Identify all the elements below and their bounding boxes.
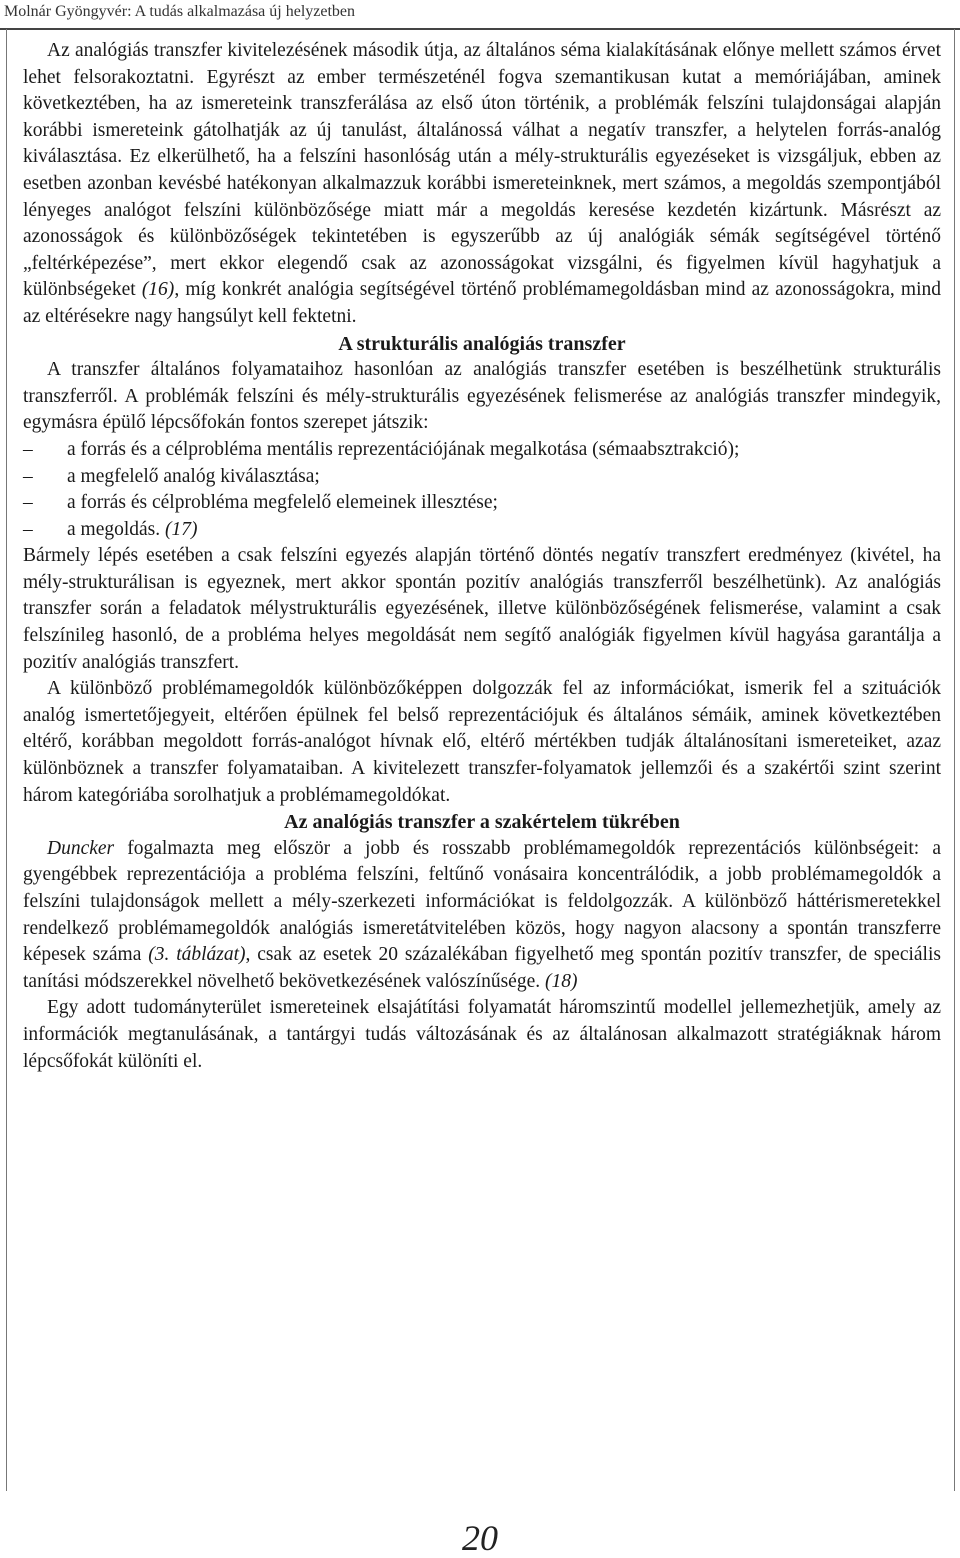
dash-marker: –: [23, 492, 33, 514]
list-item: – a forrás és célprobléma megfelelő elemeinek illesztése;: [23, 490, 941, 517]
right-margin-rule: [954, 29, 955, 1491]
author-name-duncker: Duncker: [47, 837, 115, 859]
left-margin-rule: [6, 29, 7, 1491]
paragraph-1: [23, 38, 941, 331]
citation-18: (18): [544, 970, 578, 992]
table-reference: (3. táblázat): [148, 944, 246, 966]
paragraph-3: Bármely lépés esetében a csak felszíni egyezés alapján történő döntés negatív transzfert eredményez (kivétel, ha mély-strukturálisan is egyeznek, mert akkor spontán pozitív analógiás transzferről beszélhetünk). Az analógiás transzfer során a feladatok mélystrukturális egyezésének, illetve különbözőségének felismerése, valamint a csak felszínileg hasonló, de a probléma helyes megoldását nem segítő analógiák figyelmen kívül hagyása garantálja a pozitív analógiás transzfert.: [23, 545, 941, 673]
dash-marker: –: [23, 438, 33, 460]
page-number: 20: [462, 1518, 498, 1558]
paragraph-2: A transzfer általános folyamataihoz hasonlóan az analógiás transzfer esetében is beszélhetünk strukturális transzferről. A problémák felszíni és mély-strukturális egyezésének felismerése az analógiás transzfer mindegyik, egymásra épülő lépcsőfokán fontos szerepet játszik:: [23, 359, 941, 434]
paragraph-6: Egy adott tudományterület ismereteinek elsajátítási folyamatát háromszintű modellel jellemezhetjük, amely az információk megtanulásának, a tantárgyi tudás változásának és az általánosan alkalmazott stratégiáknak három lépcsőfokát különíti el.: [23, 997, 941, 1072]
list-item: – a megfelelő analóg kiválasztása;: [23, 464, 941, 491]
paragraph-5: Duncker fogalmazta meg először a jobb és rosszabb problémamegoldók reprezentációs különbségeit: a gyengébbek reprezentációja a probléma felszíni, feltűnő vonásaira koncentrálódik, a jobb problémamegoldók a felszíni tulajdonságok mellett a mély-szerkezeti információkat is feldolgozzák. A különböző háttérismeretekkel rendelkező problémamegoldók analógiás ismeretátvitelében közös, hogy nagyon alacsony a spontán transzferre képesek száma (3. táblázat), csak az esetek 20 százalékában figyelhető meg spontán pozitív transzfer, de speciális tanítási módszerekkel növelhető bekövetkezésének valószínűsége. (18): [23, 837, 941, 992]
paragraph-1-tail: , míg konkrét analógia segítségével történő problémamegoldásban mind az azonosságokra, mind az eltérésekre nagy hangsúlyt kell fektetni.: [23, 279, 941, 327]
section-heading-expertise: Az analógiás transzfer a szakértelem tükrében: [284, 811, 680, 834]
dash-marker: –: [23, 518, 33, 540]
page-body: [23, 38, 941, 1075]
list-item: – a megoldás. (17): [23, 517, 941, 544]
paragraph-1-text: Az analógiás transzfer kivitelezésének második útja, az általános séma kialakításának előnye mellett számos érvet lehet felsorakoztatni. Egyrészt az ember természeténél fogva szemantikusan kutat a memóriájában, aminek következtében, ha az ismereteink transzferálása az első úton történik, a problémák felszíni tulajdonságai alapján korábbi ismereteink gátolhatják az új tanulást, általánossá válhat a negatív transzfer, a helytelen forrás-analóg kiválasztása. Ez elkerülhető, ha a felszíni hasonlóság után a mély-strukturális egyezéseket is vizsgáljuk, ebben az esetben azonban kevésbé hatékonyan alkalmazzuk korábbi ismereteinknek, mert számos, a megoldás szempontjából lényeges analógot felszíni különbözősége miatt már a megoldás keresése kezdetén kizártunk. Másrészt az azonosságok és különbözőségek tekintetében is egyszerűbb az új analógiák sémák segítségével történő „feltérképezése”, mert ekkor elegendő csak az azonosságokat vizsgálni, és figyelmen kívül hagyhatjuk a különbségeket: [23, 40, 941, 301]
running-header: Molnár Gyöngyvér: A tudás alkalmazása új helyzetben: [4, 3, 356, 20]
transfer-steps-list: [23, 437, 941, 543]
dash-marker: –: [23, 465, 33, 487]
citation-17: (17): [165, 518, 198, 540]
paragraph-4: A különböző problémamegoldók különbözőképpen dolgozzák fel az információkat, ismerik fel a szituációk analóg ismertetőjegyeit, eltérően épülnek fel belső reprezentációjuk és általános sémáik, aminek következtében eltérő, korábban megoldott forrás-analógot hívnak elő, eltérő mértékben tudják általánosítani ismereteiket, azaz különböznek a transzfer folyamataiban. A kivitelezett transzfer-folyamatok jellemzői és a szakértői szint szerint három kategóriába sorolhatjuk a problémamegoldókat.: [23, 678, 941, 806]
citation-16: (16): [141, 279, 175, 301]
header-rule: [0, 28, 960, 30]
section-heading-structural-transfer: A strukturális analógiás transzfer: [338, 332, 626, 355]
list-item: – a forrás és a célprobléma mentális reprezentációjának megalkotása (sémaabsztrakció);: [23, 437, 941, 464]
